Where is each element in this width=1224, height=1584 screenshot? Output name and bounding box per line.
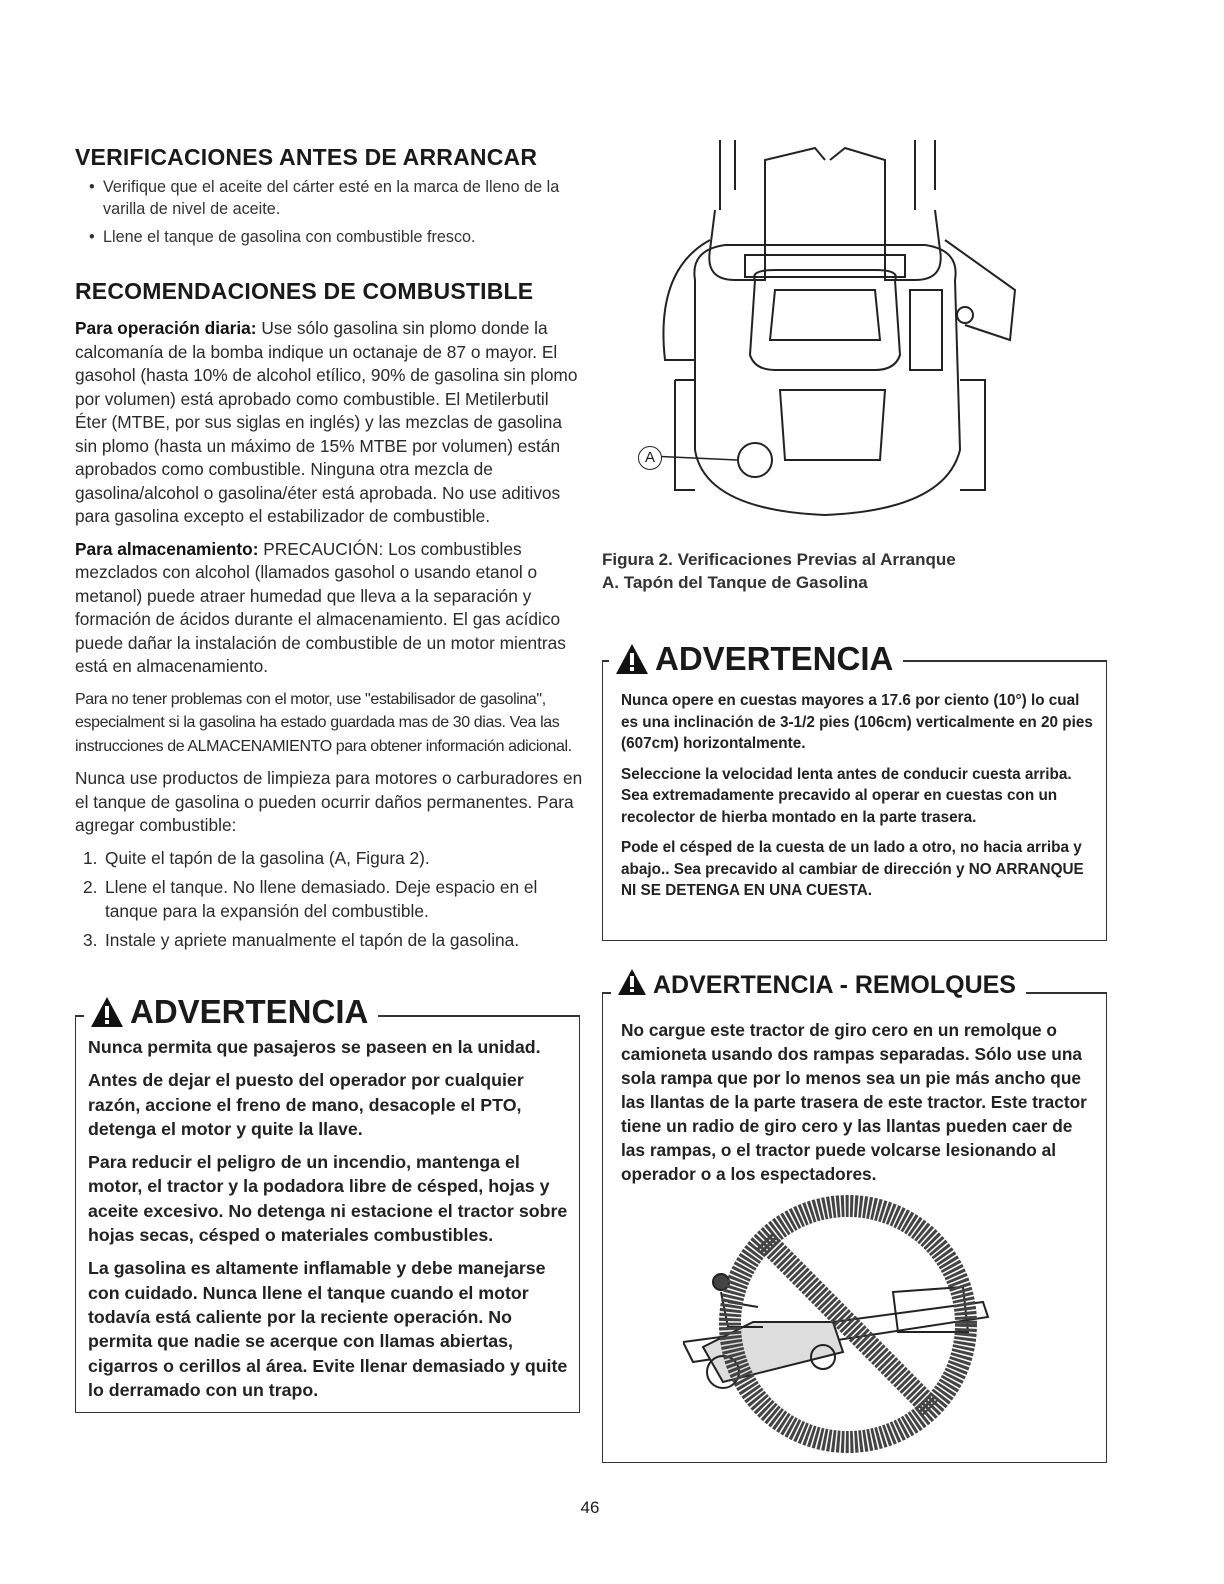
slope-warning-title: ADVERTENCIA	[655, 640, 894, 677]
warning-paragraph: Antes de dejar el puesto del operador por cualquier razón, accione el freno de mano, desacople el PTO, detenga el motor y quite la llave.	[88, 1070, 524, 1139]
step-text: Quite el tapón de la gasolina (A, Figura 2).	[105, 847, 430, 868]
list-item: • Llene el tanque de gasolina con combustible fresco.	[89, 227, 585, 249]
list-item	[75, 876, 585, 923]
storage-label: Para almacenamiento:	[75, 538, 259, 559]
fuel-recommendations-section	[75, 278, 585, 959]
figure-caption-title: Figura 2. Verificaciones Previas al Arranque	[602, 550, 956, 569]
pre-start-checks-section	[75, 144, 585, 256]
warning-triangle-icon	[90, 996, 124, 1028]
trailer-warning-header	[611, 968, 1026, 1002]
general-warning-content	[88, 1035, 573, 1411]
warning-paragraph: Seleccione la velocidad lenta antes de conducir cuesta arriba. Sea extremadamente precavido al operar en cuestas con un recolector de hierba montado en la parte trasera.	[621, 765, 1072, 826]
slope-warning-header	[609, 640, 903, 678]
no-two-ramps-prohibition-illustration	[683, 1192, 1023, 1457]
fuel-recommendations-heading: RECOMENDACIONES DE COMBUSTIBLE	[75, 278, 534, 304]
list-item	[75, 929, 585, 953]
callout-a-label: A	[638, 446, 662, 470]
list-item: • Verifique que el aceite del cárter esté en la marca de lleno de la varilla de nivel de aceite.	[89, 177, 585, 220]
slope-warning-content	[621, 690, 1096, 911]
storage-paragraph	[75, 538, 585, 679]
daily-operation-label: Para operación diaria:	[75, 318, 257, 338]
step-number: 1.	[83, 847, 98, 868]
storage-text: PRECAUCIÓN: Los combustibles mezclados con alcohol (llamados gasohol o usando etanol o metanol) puede atraer humedad que lleva a la separación y formación de ácidos durante el almacenamiento. El gas acídico puede dañar la instalación de combustible de un motor mientras está en almacenamiento.	[75, 538, 566, 676]
trailer-warning-title: ADVERTENCIA - REMOLQUES	[653, 970, 1016, 999]
step-number: 3.	[83, 930, 98, 950]
mower-top-view-illustration	[615, 130, 1035, 520]
cleaning-paragraph: Nunca use productos de limpieza para motores o carburadores en el tanque de gasolina o pueden ocurrir daños permanentes. Para agregar combustible:	[75, 768, 583, 835]
warning-triangle-icon	[615, 643, 649, 675]
figure-2-caption	[602, 548, 1102, 594]
warning-paragraph: Pode el césped de la cuesta de un lado a otro, no hacia arriba y abajo.. Sea precavido al cambiar de dirección y NO ARRANQUE NI SE DETENGA EN UNA CUESTA.	[621, 839, 1084, 899]
step-text: Instale y apriete manualmente el tapón de la gasolina.	[105, 930, 520, 950]
general-warning-header	[84, 993, 378, 1031]
trailer-warning-text: No cargue este tractor de giro cero en un remolque o camioneta usando dos rampas separadas. Sólo use una sola rampa que por lo menos sea un pie más ancho que las llantas de la parte trasera de este tractor. Este tractor tiene un radio de giro cero y las llantas pueden caer de las rampas, o el tractor puede volcarse lesionando al operador o a los espectadores.	[621, 1020, 1087, 1184]
daily-operation-paragraph	[75, 317, 585, 529]
pre-start-checks-heading: VERIFICACIONES ANTES DE ARRANCAR	[75, 144, 538, 170]
pre-start-checks-list	[75, 177, 585, 249]
fuel-steps-list	[75, 847, 585, 953]
list-item	[75, 847, 585, 871]
page-number: 46	[580, 1498, 600, 1517]
warning-triangle-icon	[617, 968, 647, 1002]
general-warning-box	[75, 993, 580, 1413]
step-number: 2.	[83, 877, 98, 897]
warning-paragraph: La gasolina es altamente inflamable y debe manejarse con cuidado. Nunca llene el tanque cuando el motor todavía está caliente por la reciente operación. No permita que nadie se acerque con llamas abiertas, cigarros o cerillos al área. Evite llenar demasiado y quite lo derramado con un trapo.	[88, 1258, 568, 1400]
warning-paragraph: Nunca opere en cuestas mayores a 17.6 por ciento (10°) lo cual es una inclinación de 3-1/2 pies (106cm) verticalmente en 20 pies (607cm) horizontalmente.	[621, 692, 1093, 752]
stabilizer-paragraph: Para no tener problemas con el motor, use "estabilisador de gasolina", especialment si la gasolina ha estado guardada mas de 30 dias. Vea las instrucciones de ALMACENAMIENTO para obtener información adicional.	[75, 690, 572, 755]
figure-caption-legend: A. Tapón del Tanque de Gasolina	[602, 573, 868, 592]
daily-operation-text: Use sólo gasolina sin plomo donde la calcomanía de la bomba indique un octanaje de 87 o mayor. El gasohol (hasta 10% de alcohol etílico, 90% de gasolina sin plomo por volumen) está aprobado como combustible. El Metilerbutil Éter (MTBE, por sus siglas en inglés) y las mezclas de gasolina sin plomo (hasta un máximo de 15% MTBE por volumen) están aprobados como combustible. Ninguna otra mezcla de gasolina/alcohol o gasolina/éter está aprobada. No use aditivos para gasolina excepto el estabilizador de combustible.	[75, 318, 578, 526]
slope-warning-box	[602, 640, 1107, 941]
step-text: Llene el tanque. No llene demasiado. Deje espacio en el tanque para la expansión del combustible.	[105, 877, 538, 921]
warning-paragraph: Nunca permita que pasajeros se paseen en la unidad.	[88, 1037, 541, 1057]
general-warning-title: ADVERTENCIA	[130, 993, 369, 1030]
warning-paragraph: Para reducir el peligro de un incendio, mantenga el motor, el tractor y la podadora libre de césped, hojas y aceite excesivo. No detenga ni estacione el tractor sobre hojas secas, césped o materiales combustibles.	[88, 1152, 568, 1246]
trailer-warning-box	[602, 970, 1107, 1463]
